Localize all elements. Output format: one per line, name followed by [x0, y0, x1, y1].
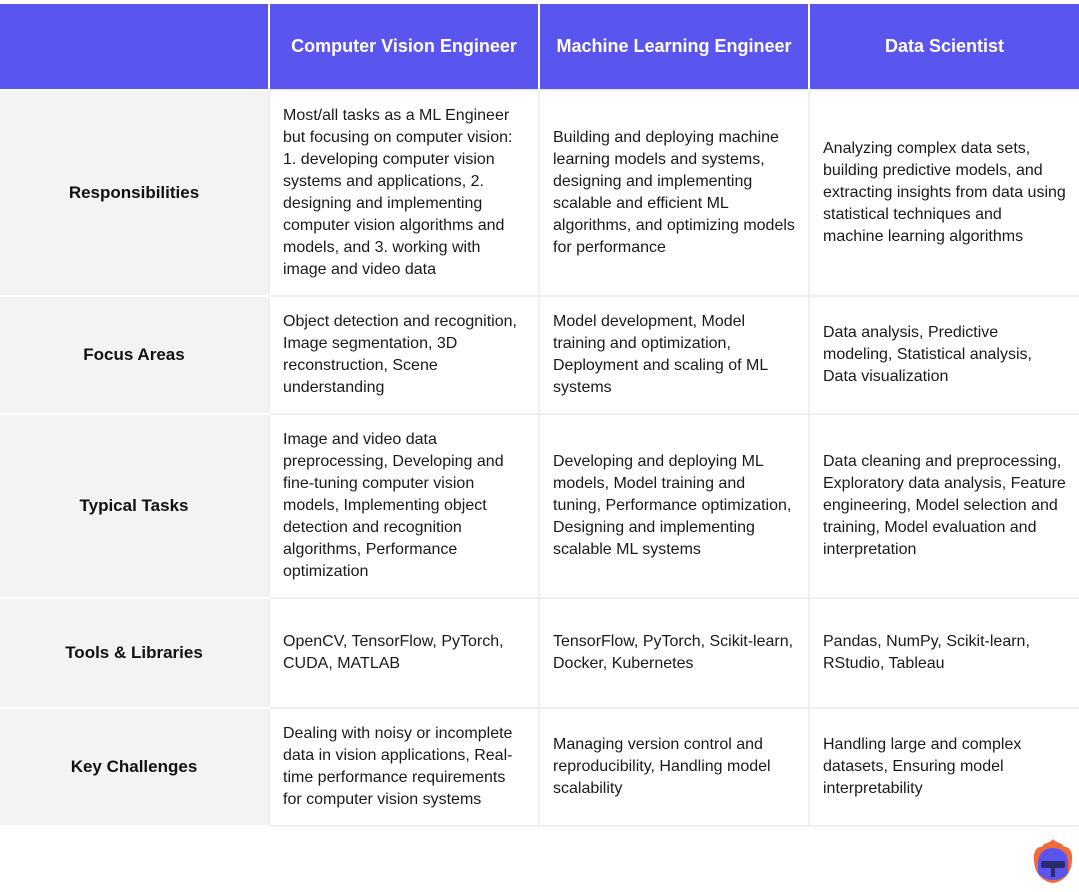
row-label: Responsibilities — [0, 90, 269, 296]
cell-ml-engineer: TensorFlow, PyTorch, Scikit-learn, Docker, Kubernetes — [539, 598, 809, 708]
role-comparison-table — [0, 4, 1079, 827]
cell-data-scientist: Pandas, NumPy, Scikit-learn, RStudio, Tableau — [809, 598, 1079, 708]
cell-data-scientist: Data analysis, Predictive modeling, Statistical analysis, Data visualization — [809, 296, 1079, 414]
header-computer-vision-engineer: Computer Vision Engineer — [269, 4, 539, 90]
header-data-scientist: Data Scientist — [809, 4, 1079, 90]
row-label: Key Challenges — [0, 708, 269, 826]
cell-cv-engineer: Image and video data preprocessing, Developing and fine-tuning computer vision models, Implementing object detection and recognition algorithms, Performance optimization — [269, 414, 539, 598]
row-focus-areas — [0, 296, 1079, 414]
row-typical-tasks — [0, 414, 1079, 598]
row-label: Typical Tasks — [0, 414, 269, 598]
cell-cv-engineer: Object detection and recognition, Image segmentation, 3D reconstruction, Scene understanding — [269, 296, 539, 414]
knight-helmet-logo-icon — [1031, 838, 1075, 884]
logo-visor-slit — [1051, 868, 1055, 877]
cell-data-scientist: Data cleaning and preprocessing, Exploratory data analysis, Feature engineering, Model selection and training, Model evaluation and interpretation — [809, 414, 1079, 598]
cell-ml-engineer: Model development, Model training and optimization, Deployment and scaling of ML systems — [539, 296, 809, 414]
cell-ml-engineer: Developing and deploying ML models, Model training and tuning, Performance optimization, Designing and implementing scalable ML systems — [539, 414, 809, 598]
cell-cv-engineer: OpenCV, TensorFlow, PyTorch, CUDA, MATLAB — [269, 598, 539, 708]
cell-ml-engineer: Building and deploying machine learning models and systems, designing and implementing scalable and efficient ML algorithms, and optimizing models for performance — [539, 90, 809, 296]
row-responsibilities — [0, 90, 1079, 296]
cell-ml-engineer: Managing version control and reproducibility, Handling model scalability — [539, 708, 809, 826]
row-label: Focus Areas — [0, 296, 269, 414]
header-row — [0, 4, 1079, 90]
row-tools-libraries — [0, 598, 1079, 708]
header-machine-learning-engineer: Machine Learning Engineer — [539, 4, 809, 90]
cell-cv-engineer: Most/all tasks as a ML Engineer but focusing on computer vision: 1. developing computer vision systems and applications, 2. designing and implementing computer vision algorithms and models, and 3. working with image and video data — [269, 90, 539, 296]
cell-data-scientist: Handling large and complex datasets, Ensuring model interpretability — [809, 708, 1079, 826]
row-label: Tools & Libraries — [0, 598, 269, 708]
cell-cv-engineer: Dealing with noisy or incomplete data in vision applications, Real-time performance requirements for computer vision systems — [269, 708, 539, 826]
logo-visor — [1041, 861, 1065, 868]
row-key-challenges — [0, 708, 1079, 826]
cell-data-scientist: Analyzing complex data sets, building predictive models, and extracting insights from data using statistical techniques and machine learning algorithms — [809, 90, 1079, 296]
header-corner — [0, 4, 269, 90]
